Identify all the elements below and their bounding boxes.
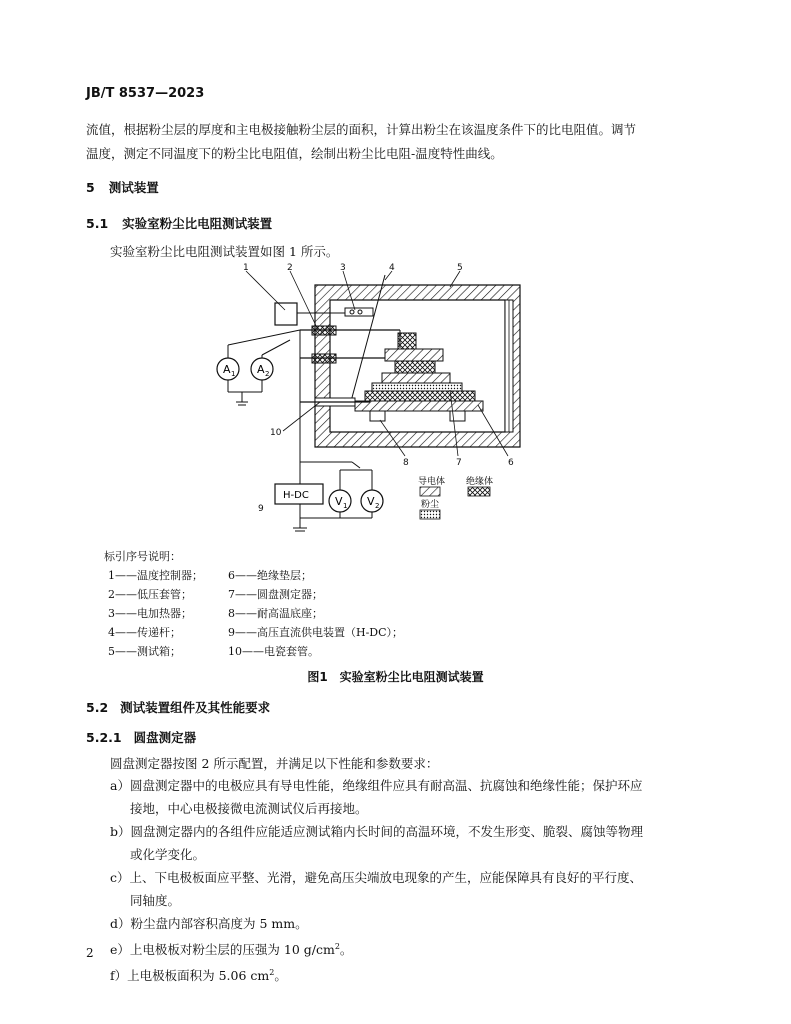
legend-item: 1——温度控制器； (108, 569, 203, 582)
section-number: 5.1 (86, 216, 109, 231)
section-5-2-heading (86, 698, 270, 716)
list-item-b: b）圆盘测定器内的各组件应能适应测试箱内长时间的高温环境，不发生形变、脆裂、腐蚀等物理 (110, 824, 644, 839)
section-title: 圆盘测定器 (133, 730, 197, 745)
section-title: 实验室粉尘比电阻测试装置 (122, 216, 273, 231)
callout-1: 1 (243, 263, 249, 273)
legend-item: 8——耐高温底座； (228, 607, 323, 620)
svg-text:A: A (223, 363, 231, 376)
list-item-c: c）上、下电极板面应平整、光滑，避免高压尖端放电现象的产生，应能保障具有良好的平行度、 (110, 870, 643, 885)
legend-item: 3——电加热器； (108, 607, 192, 620)
list-item-d: d）粉尘盘内部容积高度为 5 mm。 (110, 916, 308, 931)
legend-item: 9——高压直流供电装置（H-DC）； (228, 626, 404, 639)
list-item-c-cont: 同轴度。 (130, 893, 181, 908)
swatch-label-dust: 粉尘 (421, 500, 440, 510)
page-number: 2 (86, 946, 94, 960)
legend-item: 10——电瓷套管。 (228, 645, 319, 658)
temperature-controller (275, 303, 297, 325)
list-item-e (110, 935, 670, 961)
dust-swatch (420, 510, 440, 519)
swatch-label-conductor: 导电体 (418, 477, 446, 487)
conductor-swatch (420, 487, 440, 496)
list-item-e-sup: 2 (334, 942, 340, 951)
requirements-list (110, 774, 670, 987)
legend-right-column (228, 566, 403, 661)
section-number: 5.2.1 (86, 730, 122, 745)
callout-8: 8 (403, 458, 409, 468)
callout-2: 2 (287, 263, 293, 273)
list-item-a-cont: 接地，中心电极接微电流测试仪后再接地。 (130, 801, 368, 816)
material-key (418, 475, 493, 519)
hv-dc-supply (275, 484, 323, 504)
section-title: 测试装置 (108, 180, 159, 195)
svg-text:A: A (257, 363, 265, 376)
list-item-b-cont: 或化学变化。 (130, 847, 206, 862)
list-item-f-text: f）上电极板面积为 5.06 cm (110, 968, 270, 984)
callout-9: 9 (258, 504, 264, 514)
callout-10: 10 (270, 428, 282, 438)
insulator-swatch (468, 487, 490, 496)
callout-6: 6 (508, 458, 514, 468)
list-item-e-end: 。 (339, 942, 353, 958)
standard-id-header: JB/T 8537—2023 (86, 86, 205, 101)
list-item-e-text: e）上电极板对粉尘层的压强为 10 g/cm (110, 942, 335, 958)
svg-text:1: 1 (343, 502, 348, 510)
legend-item: 7——圆盘测定器； (228, 588, 323, 601)
ammeter-a2 (251, 358, 273, 380)
intro-line-1: 流值，根据粉尘层的厚度和主电极接触粉尘层的面积，计算出粉尘在该温度条件下的比电阻值。调节 (86, 122, 637, 137)
svg-text:2: 2 (265, 370, 270, 378)
svg-text:V: V (335, 495, 343, 508)
intro-line-2: 温度，测定不同温度下的粉尘比电阻值，绘制出粉尘比电阻-温度特性曲线。 (86, 146, 503, 161)
list-item-a: a）圆盘测定器中的电极应具有导电性能，绝缘组件应具有耐高温、抗腐蚀和绝缘性能；保护环应 (110, 778, 643, 793)
list-item-f-end: 。 (274, 968, 287, 984)
svg-text:H-DC: H-DC (283, 490, 309, 501)
callout-5: 5 (457, 263, 463, 273)
svg-text:1: 1 (231, 370, 236, 378)
high-temp-base (370, 411, 465, 421)
voltmeter-v2 (361, 490, 383, 512)
electric-heater (345, 308, 373, 316)
figure-caption: 图1 实验室粉尘比电阻测试装置 (307, 670, 484, 684)
section-number: 5.2 (86, 700, 109, 715)
section-5-2-1-heading (86, 728, 196, 746)
legend-title: 标引序号说明： (104, 550, 181, 563)
legend-item: 5——测试箱； (108, 645, 181, 658)
legend-item: 6——绝缘垫层； (228, 569, 312, 582)
legend-item: 4——传递杆； (108, 626, 181, 639)
section-5-2-1-intro: 圆盘测定器按图 2 所示配置，并满足以下性能和参数要求： (110, 756, 439, 771)
list-item-f (110, 961, 670, 987)
ammeter-a1 (217, 358, 239, 380)
section-title: 测试装置组件及其性能要求 (120, 700, 271, 715)
svg-text:V: V (367, 495, 375, 508)
list-item-f-sup: 2 (269, 968, 275, 978)
callout-7: 7 (456, 458, 462, 468)
disc-measuring-device (355, 330, 483, 411)
voltmeter-v1 (329, 490, 351, 512)
section-number: 5 (86, 180, 95, 195)
swatch-label-insulator: 绝缘体 (466, 477, 494, 487)
section-5-1-text: 实验室粉尘比电阻测试装置如图 1 所示。 (110, 244, 339, 259)
callout-4: 4 (389, 263, 395, 273)
callout-3: 3 (340, 263, 346, 273)
legend-item: 2——低压套管； (108, 588, 192, 601)
legend-left-column (108, 566, 203, 661)
svg-text:2: 2 (375, 502, 380, 510)
